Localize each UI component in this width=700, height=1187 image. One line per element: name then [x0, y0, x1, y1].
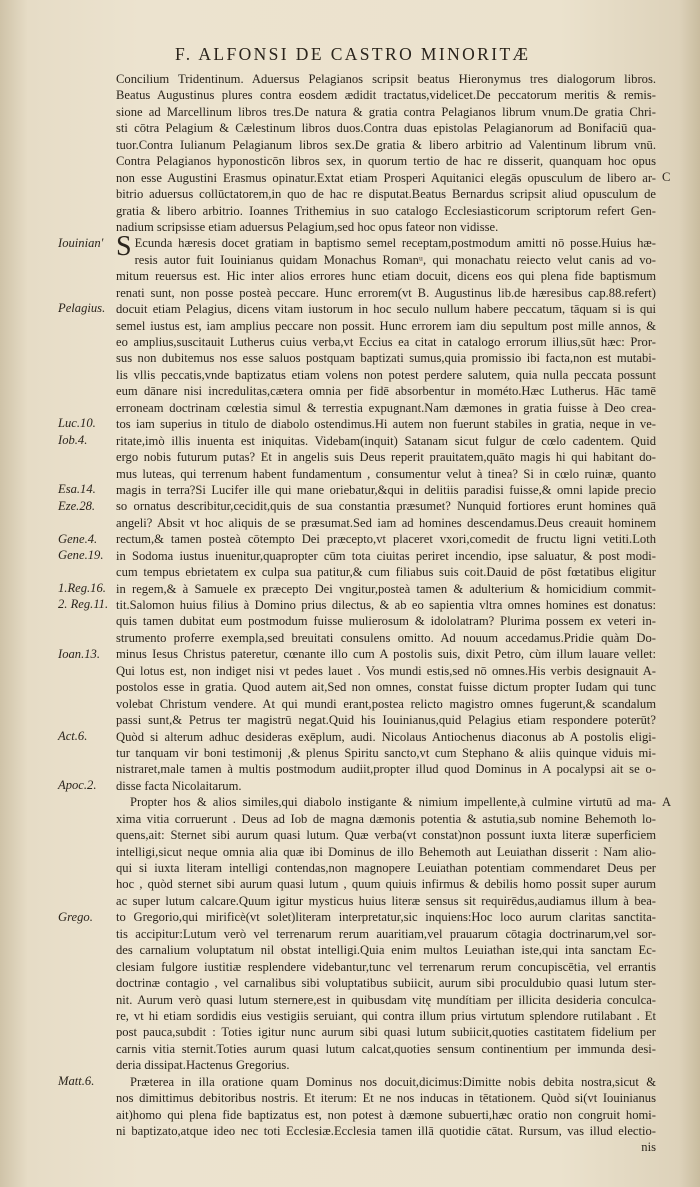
text-line: erroneam doctrinam cœlestia simul & terrestia expugnant.Nam dæmones in gratia fuisse à Deo crea-: [116, 400, 656, 415]
text-line: post pauca,subdit : Toties igitur nunc aurum sibi quasi lutum subiicit,quoties castitatem fidelium per: [116, 1025, 656, 1040]
text-line: Contra Pelagianos hyponosticōn libros sex, in quorum tertio de hac re disserit, quanquam hoc opus: [116, 154, 656, 169]
text-line: in regem,& à Samuele ex præcepto Dei vngitur,posteà tamen & adulterium & homicidium commit-: [116, 581, 656, 596]
text-line: tit.Salomon huius filius à Domino prius dilectus, & ab eo sapientia vltra omnes homines est donatus:: [116, 598, 656, 612]
margin-citation: 2. Reg.11.: [58, 597, 109, 612]
margin-citation: Iob.4.: [58, 432, 88, 447]
margin-citation: Ioan.13.: [58, 646, 100, 661]
text-line: des carnalium voluptatum nil obstat intelligi.Quia enim multos Leuiathan iste,qui inta sanctam Ec-: [116, 943, 656, 958]
text-line: Concilium Tridentinum. Aduersus Pelagianos scripsit beatus Hieronymus tres dialogorum libros.: [116, 72, 656, 86]
text-line: tuor.Contra Iulianum Pelagianum libros sex.De gratia & libero arbitrio ad Valentinum librum vnū.: [116, 137, 656, 152]
text-line: postolos esse in gratia. Quod autem ait,Sed non omnes, constat fuisse dictum propter Iudam qui tunc: [116, 680, 656, 695]
running-head: F. ALFONSI DE CASTRO MINORITÆ: [175, 44, 531, 64]
text-line: to Gregorio,qui mirificè(vt solet)literam interpretatur,sic inquiens:Hoc loco aurum claritas sanctita-: [116, 910, 656, 925]
margin-citation: Apoc.2.: [58, 778, 97, 793]
text-line: Præterea in illa oratione quam Dominus nos docuit,dicimus:Dimitte nobis debita nostra,sicut &: [130, 1074, 656, 1089]
text-line: doctrinæ contagio , vel carnalibus sibi voluptatibus subiicit, aurum sibi proculdubio quasi lutum ster-: [116, 976, 656, 991]
text-line: strumento proferre exempla,sed breuitati consulens omitto. Ad nouum accedamus.Pridie quàm Do-: [116, 630, 656, 645]
text-line: Propter hos & alios similes,qui diabolo instigante & nimium impellente,à culmine virtutū ad ma-: [130, 795, 656, 810]
text-line: Qui lotus est, non indiget nisi vt pedes lauet . Vos mundi estis,sed nō omnes.His verbis designauit A-: [116, 663, 656, 678]
text-line: ait)homo qui plena fide baptizatus est, non potest à dæmone subuerti,hæc oratio non congruit homi-: [116, 1107, 656, 1122]
text-line: bitrio aduersus collūctatorem,in quo de hac re disputat.Beatus Bernardus scripsit aliud opusculum de: [116, 187, 656, 202]
text-line: in Sodoma iustus inuenitur,quapropter cūm tota ciuitas periret incendio, ipse saluatur, & post modi-: [116, 548, 656, 563]
text-line-content: Ecunda hæresis docet gratiam in baptismo semel receptam,postmodum amitti nō posse.Huius hæ-: [134, 236, 656, 251]
text-line: non esse Augustini Erasmus opinatur.Extat etiam Prosperi Aquitanici elegās opusculum de libero ar-: [116, 170, 656, 185]
margin-citation: Pelagius.: [58, 301, 106, 316]
text-line: xima vitia corruerunt . Deus ad Iob de magna dæmonis potentia & astutia,sub nomine Behemoth lo-: [116, 811, 656, 826]
text-line: re, vt hi etiam sordidis eius vestigiis seruiant, qui contra illum prius virtutum splendore rutilabant . Et: [116, 1008, 656, 1023]
text-line: docuit etiam Pelagius, dicens vitam iustorum in hoc seculo nullum habere peccatum, tāquam si is qui: [116, 302, 656, 317]
text-line: so ornatus describitur,cecidit,quis de sua constantia præsumet? Nunquid fortiores erunt homines quā: [116, 499, 656, 514]
text-line: mus luteas, qui terrenum habent fundamentum , consumentur velut à tinea? Si in cœlo ruinæ, quanto: [116, 466, 656, 481]
margin-citation: Act.6.: [58, 729, 88, 743]
text-line: clesiam fulgore iustitiæ resplendere videbantur,tunc vel terrenarum rerum concupiscētia, vel errantis: [116, 959, 656, 974]
text-line: angeli? Absit vt hoc aliquis de se præsumat.Sed iam ad homines descendamus.Deus creauit hominem: [116, 515, 656, 530]
text-line: ni baptizato,atque ideo nec toti Ecclesiæ.Ecclesia tamen illā quotidie cātat. Rursum, vas illud electio-: [116, 1124, 656, 1138]
margin-citation: Iouinian': [58, 235, 104, 250]
text-line: nadium scripsisse etiam aduersus Pelagium,sed hoc opus fateor non vidisse.: [116, 219, 499, 234]
text-line: sione ad Marcellinum libros tres.De natura & gratia contra Pelagianos librum vnum.De gratia Chri-: [116, 104, 656, 119]
text-line: passi sunt,& Petrus ter magistrū negat.Quid his Iouinianus,quid Pelagius etiam respondere poterūt?: [116, 713, 656, 728]
text-line: lis vllis peccatis,vnde baptizatus etiam volens non potest perdere salutem, quia nulla peccata possunt: [116, 367, 656, 382]
text-line: resis autor fuit Iouinianus quidam Monachus Romanᵘ, qui monachatu reiecto velut canis ad vo-: [134, 252, 656, 267]
text-line: ac super lutum calcare.Quum igitur mysticus huius literæ sensus sit requirēdus,audiamus illum à bea-: [116, 893, 656, 908]
text-line: semel iustus est, iam amplius peccare non possit. Hunc errorem iam diu sepultum post mille annos, &: [116, 318, 656, 333]
text-line: renati sunt, non posse posteà peccare. Hunc errorem(vt B. Augustinus lib.de hæresibus cap.88.refert): [116, 285, 656, 300]
text-line: eo amplius,suscitauit Lutherus cuius verba,vt Eccius ea citat in catalogo errorum illius,sūt hæc: Pror-: [116, 335, 656, 349]
margin-citation: Matt.6.: [58, 1074, 95, 1089]
section-letter: A: [662, 794, 672, 809]
text-line: ergo nobis futurum putas? Et in angelis suis Deus reperit prauitatem,quāto magis hi qui habitant do-: [116, 450, 656, 465]
text-line: sus non dubitemus nos esse saluos postquam baptizati sumus,quia promissio ibi facta,non est mutabi-: [116, 351, 656, 366]
text-line: cum tempus ebrietatem ex culpa sua patitur,& cum filiabus suis coit.Dauid de pōst fœtatibus eligitur: [116, 565, 656, 580]
drop-cap: S: [116, 231, 132, 263]
text-line: tis accipitur:Lutum verò vel terrenarum rerum auaritiam,vel prauarum cōtagia doctrinarum,vel sor-: [116, 926, 656, 941]
text-line: nis: [641, 1140, 656, 1155]
section-letter: C: [662, 169, 671, 184]
text-line: sti cōtra Pelagium & Cælestinum libros duos.Contra duas epistolas Pelagianorum ad Bonifaciū qua-: [116, 121, 656, 136]
text-line: nistraret,male tamen à multis postmodum audiit,propter illud quod Dominus in A pocalypsi ait se o-: [116, 762, 656, 777]
text-line: mitum reuersus est. Hic inter alios errores hunc etiam docuit, dicens eos qui plena fide baptismum: [116, 269, 656, 284]
text-line: tur tanquam vir boni testimonij ,& plenus Spiritu sancto,vt cum Stephano & aliis quinque viduis mi-: [116, 745, 656, 760]
text-line: carnis vitia sternit.Toties aurum quasi lutum calcat,quoties sensum continentium per immunda desi-: [116, 1041, 656, 1056]
text-line: magis in terra?Si Lucifer ille qui mane oriebatur,&qui in delitiis paradisi fuisse,& omni lapide precio: [116, 482, 656, 497]
text-line: intelligi,sicut neque omnia alia quæ ibi Dominus de illo Behemoth aut Leuiathan disserit : Nam alio-: [116, 844, 656, 859]
text-line: quis tamen dubitat eum postmodum fuisse mulierosum & idololatram? Plurima possem ex veteri in-: [116, 614, 656, 629]
text-line: qui si iuxta literam intelligi contendas,non magnopere Leuiathan potentiam commendaret Deus per: [116, 861, 656, 875]
text-line: gratia & libero arbitrio. Ioannes Trithemius in suo catalogo Ecclesiasticorum scriptorum refert Gen-: [116, 203, 656, 218]
text-line: hoc , quòd sternet sibi aurum quasi lutum , quum quiuis infirmus & debilis homo possit super aurum: [116, 877, 656, 892]
text-line: tos iam superius in titulo de diabolo ostendimus.Hi autem non fuerunt stabiles in gratia, neque in ve-: [116, 417, 656, 432]
margin-citation: Grego.: [58, 909, 93, 924]
text-line: Beatus Augustinus plures contra eosdem ædidit tractatus,videlicet.De peccatorum meritis & remis-: [116, 88, 656, 103]
text-line: deria dissipat.Hactenus Gregorius.: [116, 1058, 290, 1073]
body-text: [116, 71, 656, 1156]
text-line: minus Iesus Christus pateretur, cœnante illo cum A postolis suis, dixit Petro, cùm illum lauare vellet:: [116, 647, 656, 662]
text-line: nit. Aurum verò quasi lutum sternere,est in quibusdam vitę mundítiam per illicita desideria conculca-: [116, 992, 656, 1007]
text-line: rectum,& tamen posteà cōtempto Dei præcepto,vt placeret vxori,comedit de fructu ligni vetiti.Loth: [116, 532, 656, 547]
text-line: volebat Christum vendere. At qui mundi erant,postea relicto magistro omnes fugerunt,& scandalum: [116, 696, 656, 711]
margin-citation: Gene.19.: [58, 548, 104, 563]
text-line: eum dānare nisi incredulitas,cætera omnia per fidē absorbentur in mométo.Hæc Lutherus. Hāc tamē: [116, 384, 656, 399]
margin-citation: Esa.14.: [58, 482, 96, 497]
text-line: disse facta Nicolaitarum.: [116, 778, 242, 793]
text-line: Quòd si alterum adhuc desideras exēplum, audi. Nicolaus Antiochenus diaconus ab A postolis eligi-: [116, 729, 656, 744]
text-line: quens,ait: Sternet sibi aurum quasi lutum. Quæ verba(vt constat)non possunt iuxta literæ superficiem: [116, 828, 656, 843]
margin-citation: Gene.4.: [58, 531, 98, 546]
margin-citation: 1.Reg.16.: [58, 580, 106, 595]
text-line: ritate,imò illis inuenta est iniquitas. Videbam(inquit) Satanam sicut fulgur de cœlo cadentem. Quid: [116, 433, 656, 448]
margin-citation: Eze.28.: [58, 498, 96, 513]
margin-citation: Luc.10.: [58, 416, 96, 431]
text-line: nos dimittimus debitoribus nostris. Et iterum: Et ne nos inducas in tētationem. Quòd si(vt Iouinianus: [116, 1091, 656, 1106]
